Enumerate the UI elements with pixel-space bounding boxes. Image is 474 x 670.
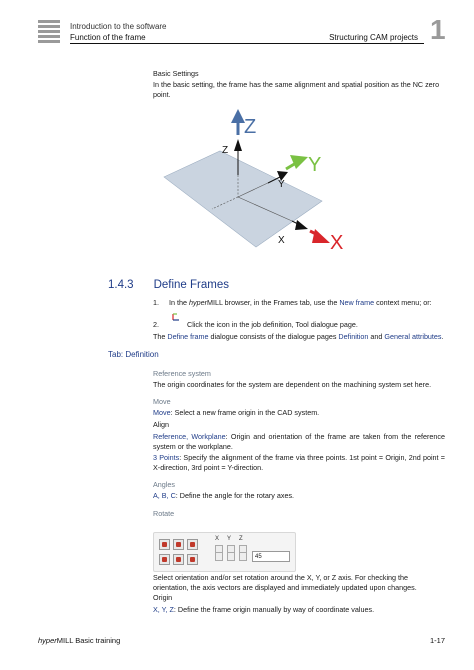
rotate-x-label: X [215, 536, 220, 542]
basic-settings-text: In the basic setting, the frame has the same alignment and spatial position as the NC zero point. [153, 80, 440, 99]
orient-button-5[interactable] [173, 554, 184, 565]
header-logo-icon [38, 20, 60, 44]
orient-button-1[interactable] [159, 539, 170, 550]
align-text: Reference, Workplane: Origin and orientation of the frame are taken from the reference system or the workplane. [153, 432, 445, 451]
move-title: Move [153, 397, 171, 406]
footer-title: hyperMILL Basic training [38, 636, 121, 645]
rotate-y-label: Y [227, 536, 232, 542]
three-points-text: 3 Points: Specify the alignment of the frame via three points. 1st point = Origin, 2nd point = X-direction, 3rd point = Y-direction. [153, 453, 445, 472]
step-2-number: 2. [153, 320, 159, 329]
define-frame-icon[interactable] [171, 312, 181, 322]
header-rule [70, 43, 424, 44]
basic-settings-title: Basic Settings [153, 69, 199, 78]
chapter-number: 1 [430, 14, 446, 45]
header-section-title: Function of the frame [70, 33, 146, 42]
reference-system-text: The origin coordinates for the system are dependent on the machining system set here. [153, 380, 432, 389]
new-frame-link[interactable]: New frame [339, 298, 375, 307]
rotate-title: Rotate [153, 509, 175, 518]
orient-button-4[interactable] [159, 554, 170, 565]
angles-title: Angles [153, 480, 175, 489]
orient-button-3[interactable] [187, 539, 198, 550]
move-text: Move: Select a new frame origin in the CAD system. [153, 408, 320, 417]
rotate-angle-input[interactable]: 45 [252, 551, 290, 562]
section-heading [108, 279, 229, 291]
axis-z-small-arrow [234, 139, 242, 151]
step-1-number: 1. [153, 298, 159, 307]
angles-label: A, B, C [153, 491, 176, 500]
define-frame-link[interactable]: Define frame [167, 332, 209, 341]
rotate-z-label: Z [239, 536, 243, 542]
axis-x-small-label: X [278, 235, 285, 246]
tab-definition-heading: Tab: Definition [108, 350, 159, 359]
origin-label: X, Y, Z [153, 605, 174, 614]
axis-x-big-arrow [312, 229, 330, 243]
orient-button-6[interactable] [187, 554, 198, 565]
angles-text: A, B, C: Define the angle for the rotary axes. [153, 491, 295, 500]
rotate-y-stepper-top[interactable] [227, 545, 235, 561]
rotate-text: Select orientation and/or set rotation around the X, Y, or Z axis. For checking the orientation, the axis vectors are displayed and immediately updated upon changes. [153, 573, 417, 592]
align-title: Align [153, 420, 169, 429]
definition-link[interactable]: Definition [338, 332, 369, 341]
reference-system-title: Reference system [153, 369, 211, 378]
rotate-x-stepper-top[interactable] [215, 545, 223, 561]
dialog-pages-text: The Define frame dialogue consists of the dialogue pages Definition and General attributes. [153, 332, 444, 341]
frame-figure [160, 105, 360, 255]
step-1: In the hyperMILL browser, in the Frames tab, use the New frame context menu; or: [169, 298, 432, 307]
step-2-text: Click the icon in the job definition, Tool dialogue page. [187, 320, 358, 329]
section-number: 1.4.3 [108, 279, 134, 291]
origin-title: Origin [153, 593, 173, 602]
axis-y-big-arrow [290, 155, 308, 169]
general-attributes-link[interactable]: General attributes [384, 332, 442, 341]
axis-z-small-label: Z [222, 145, 229, 156]
page-number: 1-17 [430, 636, 446, 645]
origin-text: X, Y, Z: Define the frame origin manually by way of coordinate values. [153, 605, 375, 614]
axis-y-big-label: Y [308, 154, 322, 176]
align-label: Reference, Workplane [153, 432, 226, 441]
rotate-z-stepper-top[interactable] [239, 545, 247, 561]
axis-y-small-label: Y [278, 179, 285, 190]
axis-z-big-label: Z [244, 116, 257, 138]
move-label: Move [153, 408, 171, 417]
axis-x-small-arrow [295, 220, 308, 230]
rotate-panel [153, 532, 296, 572]
axis-z-big-arrow [231, 109, 245, 123]
orient-button-2[interactable] [173, 539, 184, 550]
section-title: Define Frames [153, 279, 229, 291]
axis-x-big-label: X [330, 232, 344, 254]
header-part-title: Structuring CAM projects [329, 33, 418, 42]
header-chapter-title: Introduction to the software [70, 22, 167, 31]
three-points-label: 3 Points [153, 453, 180, 462]
